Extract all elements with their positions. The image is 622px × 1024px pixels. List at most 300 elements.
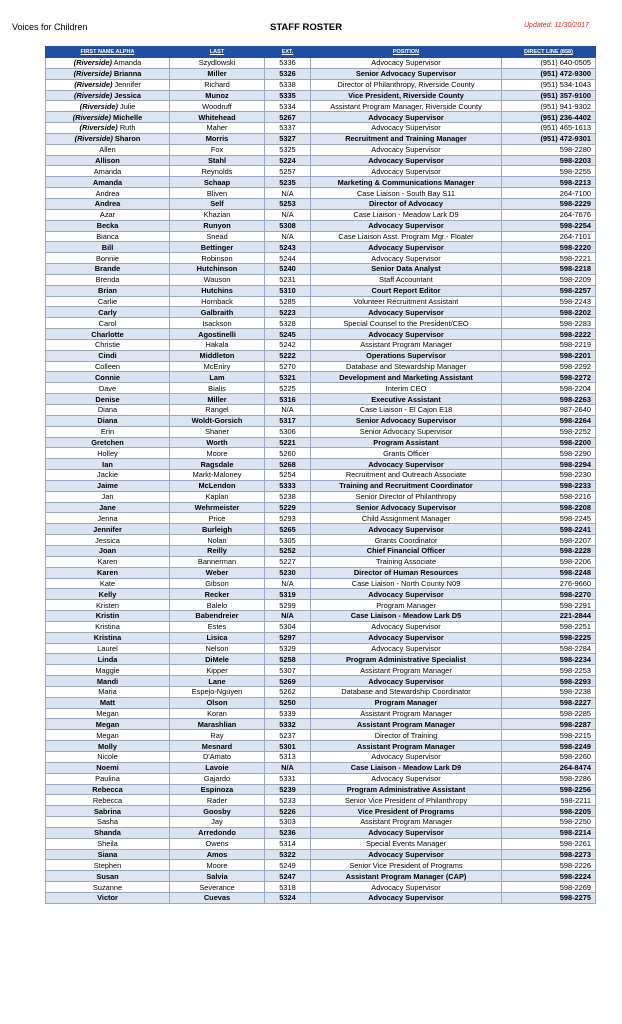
- direct-line-cell: 598-2253: [502, 665, 596, 676]
- direct-line-cell: 598-2204: [502, 383, 596, 394]
- first-name: Jessica: [95, 535, 120, 545]
- table-row: [46, 665, 596, 676]
- direct-line-cell: 598-2272: [502, 372, 596, 383]
- first-name-cell: [46, 535, 170, 546]
- ext-cell: 5325: [265, 144, 311, 155]
- ext-cell: 5322: [265, 849, 311, 860]
- direct-line-cell: 598-2264: [502, 415, 596, 426]
- ext-cell: N/A: [265, 188, 311, 199]
- table-row: [46, 253, 596, 264]
- direct-line-cell: 598-2280: [502, 144, 596, 155]
- first-name: Colleen: [94, 362, 121, 372]
- last-name-cell: Lane: [170, 676, 265, 687]
- direct-line-cell: 264-7676: [502, 209, 596, 220]
- table-row: [46, 827, 596, 838]
- direct-line-cell: 598-2248: [502, 567, 596, 578]
- first-name: Linda: [97, 654, 118, 664]
- first-name-cell: [46, 513, 170, 524]
- ext-cell: N/A: [265, 611, 311, 622]
- last-name-cell: Miller: [170, 394, 265, 405]
- table-row: [46, 697, 596, 708]
- direct-line-cell: 598-2291: [502, 600, 596, 611]
- ext-cell: 5285: [265, 296, 311, 307]
- ext-cell: 5326: [265, 68, 311, 79]
- position-cell: Database and Stewardship Coordinator: [311, 686, 502, 697]
- position-cell: Case Liaison - Meadow Lark D9: [311, 209, 502, 220]
- position-cell: Advocacy Supervisor: [311, 676, 502, 687]
- last-name-cell: Arredondo: [170, 827, 265, 838]
- first-name: Brenda: [95, 275, 120, 285]
- last-name-cell: Severance: [170, 882, 265, 893]
- position-cell: Advocacy Supervisor: [311, 166, 502, 177]
- ext-cell: 5327: [265, 133, 311, 144]
- table-row: [46, 480, 596, 491]
- ext-cell: 5335: [265, 90, 311, 101]
- table-row: [46, 849, 596, 860]
- last-name-cell: Schaap: [170, 177, 265, 188]
- table-row: [46, 621, 596, 632]
- ext-cell: 5260: [265, 448, 311, 459]
- last-name-cell: Owens: [170, 838, 265, 849]
- column-header-ext[interactable]: EXT.: [265, 47, 311, 58]
- position-cell: Advocacy Supervisor: [311, 220, 502, 231]
- ext-cell: 5305: [265, 535, 311, 546]
- position-cell: Senior Director of Philanthropy: [311, 491, 502, 502]
- last-name-cell: Richard: [170, 79, 265, 90]
- last-name-cell: Isackson: [170, 318, 265, 329]
- table-row: [46, 372, 596, 383]
- direct-line-cell: 598-2216: [502, 491, 596, 502]
- first-name: Jessica: [114, 90, 141, 100]
- region-label: (Riverside): [72, 112, 111, 122]
- position-cell: Database and Stewardship Manager: [311, 361, 502, 372]
- direct-line-cell: (951) 534-1043: [502, 79, 596, 90]
- first-name-cell: [46, 188, 170, 199]
- table-row: [46, 101, 596, 112]
- first-name-cell: [46, 339, 170, 350]
- first-name: Carol: [98, 318, 117, 328]
- direct-line-cell: 598-2207: [502, 535, 596, 546]
- direct-line-cell: (951) 472-9300: [502, 68, 596, 79]
- direct-line-cell: 598-2269: [502, 882, 596, 893]
- position-cell: Staff Accountant: [311, 274, 502, 285]
- table-row: [46, 882, 596, 893]
- direct-line-cell: (951) 236-4402: [502, 112, 596, 123]
- last-name-cell: Kipper: [170, 665, 265, 676]
- table-row: [46, 784, 596, 795]
- first-name: Victor: [97, 893, 118, 903]
- first-name: Andrea: [95, 188, 120, 198]
- last-name-cell: Gajardo: [170, 773, 265, 784]
- position-cell: Advocacy Supervisor: [311, 155, 502, 166]
- ext-cell: 5237: [265, 730, 311, 741]
- direct-line-cell: 598-2243: [502, 296, 596, 307]
- first-name: Carly: [98, 307, 117, 317]
- first-name-cell: [46, 242, 170, 253]
- table-row: [46, 155, 596, 166]
- ext-cell: 5243: [265, 242, 311, 253]
- direct-line-cell: 598-2287: [502, 719, 596, 730]
- first-name: Christie: [94, 340, 121, 350]
- position-cell: Advocacy Supervisor: [311, 144, 502, 155]
- position-cell: Case Liaison - South Bay S11: [311, 188, 502, 199]
- table-row: [46, 307, 596, 318]
- first-name: Susan: [96, 871, 119, 881]
- first-name-cell: [46, 578, 170, 589]
- first-name-cell: [46, 784, 170, 795]
- direct-line-cell: 598-2230: [502, 470, 596, 481]
- first-name-cell: [46, 209, 170, 220]
- ext-cell: 5339: [265, 708, 311, 719]
- ext-cell: 5235: [265, 177, 311, 188]
- direct-line-cell: 598-2229: [502, 198, 596, 209]
- table-row: [46, 578, 596, 589]
- ext-cell: 5321: [265, 372, 311, 383]
- ext-cell: 5238: [265, 491, 311, 502]
- table-row: [46, 188, 596, 199]
- ext-cell: 5331: [265, 773, 311, 784]
- last-name-cell: Miller: [170, 68, 265, 79]
- first-name: Julie: [120, 101, 136, 111]
- first-name-cell: [46, 394, 170, 405]
- first-name-cell: [46, 318, 170, 329]
- first-name: Carlie: [97, 296, 118, 306]
- direct-line-cell: 598-2209: [502, 274, 596, 285]
- ext-cell: 5221: [265, 437, 311, 448]
- table-row: [46, 708, 596, 719]
- table-row: [46, 296, 596, 307]
- ext-cell: 5229: [265, 502, 311, 513]
- direct-line-cell: 598-2227: [502, 697, 596, 708]
- direct-line-cell: 598-2221: [502, 253, 596, 264]
- direct-line-cell: 598-2201: [502, 350, 596, 361]
- ext-cell: 5225: [265, 383, 311, 394]
- last-name-cell: Reilly: [170, 545, 265, 556]
- first-name-cell: [46, 155, 170, 166]
- first-name-cell: [46, 58, 170, 69]
- first-name: Maggie: [95, 665, 120, 675]
- table-row: [46, 437, 596, 448]
- position-cell: Interim CEO: [311, 383, 502, 394]
- first-name: Noemi: [96, 763, 119, 773]
- table-row: [46, 264, 596, 275]
- ext-cell: 5329: [265, 643, 311, 654]
- position-cell: Advocacy Supervisor: [311, 827, 502, 838]
- last-name-cell: Wauson: [170, 274, 265, 285]
- direct-line-cell: 598-2226: [502, 860, 596, 871]
- first-name: Matt: [99, 698, 116, 708]
- position-cell: Senior Vice President of Programs: [311, 860, 502, 871]
- first-name-cell: [46, 860, 170, 871]
- table-row: [46, 838, 596, 849]
- last-name-cell: McEniry: [170, 361, 265, 372]
- first-name: Allen: [99, 145, 116, 155]
- last-name-cell: Ray: [170, 730, 265, 741]
- position-cell: Advocacy Supervisor: [311, 329, 502, 340]
- direct-line-cell: 598-2222: [502, 329, 596, 340]
- first-name-cell: [46, 600, 170, 611]
- table-row: [46, 752, 596, 763]
- ext-cell: 5316: [265, 394, 311, 405]
- direct-line-cell: 221-2844: [502, 611, 596, 622]
- region-label: (Riverside): [74, 134, 113, 144]
- table-row: [46, 329, 596, 340]
- ext-cell: 5254: [265, 470, 311, 481]
- first-name-cell: [46, 470, 170, 481]
- table-row: [46, 589, 596, 600]
- first-name-cell: [46, 285, 170, 296]
- position-cell: Training Associate: [311, 556, 502, 567]
- table-row: [46, 686, 596, 697]
- first-name-cell: [46, 274, 170, 285]
- first-name-cell: [46, 329, 170, 340]
- first-name: Diana: [97, 405, 118, 415]
- region-label: (Riverside): [73, 69, 112, 79]
- direct-line-cell: 598-2254: [502, 220, 596, 231]
- direct-line-cell: 264-8474: [502, 762, 596, 773]
- last-name-cell: Salvia: [170, 871, 265, 882]
- ext-cell: 5303: [265, 817, 311, 828]
- column-header-direct-line[interactable]: DIRECT LINE (858): [502, 47, 596, 58]
- table-row: [46, 741, 596, 752]
- direct-line-cell: 598-2294: [502, 459, 596, 470]
- direct-line-cell: 598-2283: [502, 318, 596, 329]
- first-name: Sabrina: [93, 806, 122, 816]
- position-cell: Marketing & Communications Manager: [311, 177, 502, 188]
- first-name: Kristina: [95, 622, 120, 632]
- last-name-cell: Nolan: [170, 535, 265, 546]
- position-cell: Advocacy Supervisor: [311, 621, 502, 632]
- last-name-cell: Bannerman: [170, 556, 265, 567]
- last-name-cell: Morris: [170, 133, 265, 144]
- ext-cell: 5236: [265, 827, 311, 838]
- first-name: Azar: [99, 210, 116, 220]
- direct-line-cell: 598-2256: [502, 784, 596, 795]
- page-title: STAFF ROSTER: [270, 22, 343, 33]
- ext-cell: 5240: [265, 264, 311, 275]
- position-cell: Assistant Program Manager: [311, 339, 502, 350]
- table-row: [46, 513, 596, 524]
- table-row: [46, 274, 596, 285]
- first-name-cell: [46, 817, 170, 828]
- table-row: [46, 600, 596, 611]
- column-header-last-name[interactable]: LAST: [170, 47, 265, 58]
- first-name: Megan: [95, 719, 120, 729]
- position-cell: Assistant Program Manager: [311, 708, 502, 719]
- first-name: Joan: [98, 546, 117, 556]
- first-name-cell: [46, 123, 170, 134]
- position-cell: Volunteer Recruitment Assistant: [311, 296, 502, 307]
- first-name-cell: [46, 762, 170, 773]
- table-row: [46, 448, 596, 459]
- position-cell: Assistant Program Manager: [311, 817, 502, 828]
- direct-line-cell: 598-2218: [502, 264, 596, 275]
- table-row: [46, 350, 596, 361]
- ext-cell: 5297: [265, 632, 311, 643]
- direct-line-cell: 598-2211: [502, 795, 596, 806]
- last-name-cell: Olson: [170, 697, 265, 708]
- first-name-cell: [46, 838, 170, 849]
- first-name-cell: [46, 198, 170, 209]
- first-name-cell: [46, 491, 170, 502]
- position-cell: Program Administrative Specialist: [311, 654, 502, 665]
- last-name-cell: Lisica: [170, 632, 265, 643]
- first-name: Charlotte: [91, 329, 124, 339]
- first-name-cell: [46, 827, 170, 838]
- first-name: Bill: [101, 242, 114, 252]
- ext-cell: 5265: [265, 524, 311, 535]
- position-cell: Case Liaison - Meadow Lark D9: [311, 762, 502, 773]
- table-row: [46, 632, 596, 643]
- last-name-cell: Bliven: [170, 188, 265, 199]
- first-name-cell: [46, 101, 170, 112]
- last-name-cell: Bettinger: [170, 242, 265, 253]
- first-name: Jackie: [97, 470, 118, 480]
- ext-cell: 5336: [265, 58, 311, 69]
- first-name-cell: [46, 882, 170, 893]
- first-name-cell: [46, 480, 170, 491]
- direct-line-cell: 598-2203: [502, 155, 596, 166]
- last-name-cell: Moore: [170, 448, 265, 459]
- ext-cell: 5233: [265, 795, 311, 806]
- last-name-cell: Marashlian: [170, 719, 265, 730]
- column-header-first-name[interactable]: FIRST NAME ALPHA: [46, 47, 170, 58]
- last-name-cell: Moore: [170, 860, 265, 871]
- first-name-cell: [46, 892, 170, 903]
- first-name: Becka: [96, 221, 119, 231]
- direct-line-cell: 598-2224: [502, 871, 596, 882]
- first-name-cell: [46, 686, 170, 697]
- position-cell: Advocacy Supervisor: [311, 58, 502, 69]
- first-name-cell: [46, 350, 170, 361]
- last-name-cell: Cuevas: [170, 892, 265, 903]
- first-name: Amanda: [113, 58, 142, 68]
- position-cell: Assistant Program Manager: [311, 741, 502, 752]
- position-cell: Child Assignment Manager: [311, 513, 502, 524]
- first-name-cell: [46, 849, 170, 860]
- first-name: Jennifer: [114, 80, 141, 90]
- table-row: [46, 242, 596, 253]
- direct-line-cell: (951) 640-0505: [502, 58, 596, 69]
- last-name-cell: Koran: [170, 708, 265, 719]
- last-name-cell: Goosby: [170, 806, 265, 817]
- position-cell: Senior Advocacy Supervisor: [311, 68, 502, 79]
- direct-line-cell: 598-2252: [502, 426, 596, 437]
- ext-cell: 5269: [265, 676, 311, 687]
- ext-cell: 5253: [265, 198, 311, 209]
- direct-line-cell: 987-2640: [502, 405, 596, 416]
- region-label: (Riverside): [79, 101, 118, 111]
- first-name-cell: [46, 253, 170, 264]
- table-row: [46, 361, 596, 372]
- ext-cell: 5301: [265, 741, 311, 752]
- direct-line-cell: 598-2220: [502, 242, 596, 253]
- first-name-cell: [46, 426, 170, 437]
- table-row: [46, 123, 596, 134]
- first-name-cell: [46, 665, 170, 676]
- ext-cell: 5268: [265, 459, 311, 470]
- first-name: Sharon: [114, 134, 141, 144]
- ext-cell: 5307: [265, 665, 311, 676]
- last-name-cell: Lavoie: [170, 762, 265, 773]
- position-cell: Advocacy Supervisor: [311, 589, 502, 600]
- first-name-cell: [46, 361, 170, 372]
- first-name-cell: [46, 112, 170, 123]
- first-name-cell: [46, 556, 170, 567]
- ext-cell: 5270: [265, 361, 311, 372]
- ext-cell: 5306: [265, 426, 311, 437]
- last-name-cell: Gibson: [170, 578, 265, 589]
- table-row: [46, 285, 596, 296]
- position-cell: Vice President, Riverside County: [311, 90, 502, 101]
- ext-cell: 5319: [265, 589, 311, 600]
- ext-cell: 5224: [265, 155, 311, 166]
- direct-line-cell: 598-2273: [502, 849, 596, 860]
- position-cell: Program Assistant: [311, 437, 502, 448]
- first-name-cell: [46, 459, 170, 470]
- first-name-cell: [46, 871, 170, 882]
- staff-roster-table: [45, 46, 596, 904]
- ext-cell: 5222: [265, 350, 311, 361]
- last-name-cell: Shaner: [170, 426, 265, 437]
- ext-cell: N/A: [265, 231, 311, 242]
- direct-line-cell: 598-2225: [502, 632, 596, 643]
- column-header-position[interactable]: POSITION: [311, 47, 502, 58]
- first-name: Siana: [97, 850, 118, 860]
- first-name: Megan: [96, 709, 119, 719]
- last-name-cell: Maher: [170, 123, 265, 134]
- first-name-cell: [46, 643, 170, 654]
- table-row: [46, 676, 596, 687]
- table-header: [46, 47, 596, 58]
- last-name-cell: Mesnard: [170, 741, 265, 752]
- first-name-cell: [46, 144, 170, 155]
- first-name: Brande: [94, 264, 121, 274]
- first-name-cell: [46, 708, 170, 719]
- first-name: Michelle: [113, 112, 143, 122]
- last-name-cell: D'Amato: [170, 752, 265, 763]
- direct-line-cell: 598-2228: [502, 545, 596, 556]
- ext-cell: 5227: [265, 556, 311, 567]
- ext-cell: 5262: [265, 686, 311, 697]
- first-name: Kristin: [95, 611, 120, 621]
- ext-cell: 5242: [265, 339, 311, 350]
- first-name: Bianca: [96, 231, 119, 241]
- ext-cell: 5337: [265, 123, 311, 134]
- last-name-cell: Recker: [170, 589, 265, 600]
- org-name: Voices for Children: [12, 22, 88, 32]
- table-row: [46, 415, 596, 426]
- direct-line-cell: 598-2200: [502, 437, 596, 448]
- first-name: Sheila: [97, 839, 118, 849]
- position-cell: Assistant Program Manager: [311, 719, 502, 730]
- ext-cell: 5247: [265, 871, 311, 882]
- first-name-cell: [46, 567, 170, 578]
- last-name-cell: Babendreier: [170, 611, 265, 622]
- first-name: Denise: [95, 394, 120, 404]
- page-header: [0, 22, 622, 38]
- first-name-cell: [46, 79, 170, 90]
- last-name-cell: Hutchinson: [170, 264, 265, 275]
- table-row: [46, 892, 596, 903]
- ext-cell: 5245: [265, 329, 311, 340]
- first-name: Gretchen: [91, 437, 124, 447]
- first-name-cell: [46, 719, 170, 730]
- ext-cell: 5226: [265, 806, 311, 817]
- position-cell: Chief Financial Officer: [311, 545, 502, 556]
- header-row: [46, 47, 596, 58]
- ext-cell: 5299: [265, 600, 311, 611]
